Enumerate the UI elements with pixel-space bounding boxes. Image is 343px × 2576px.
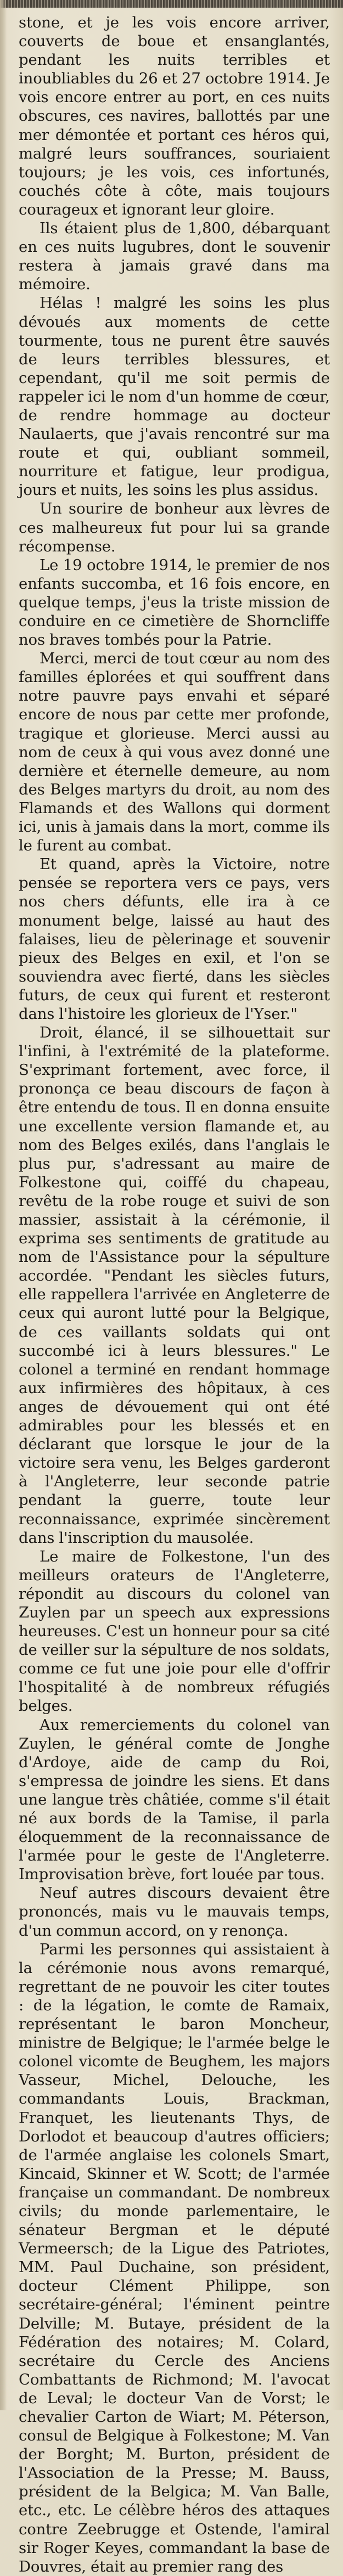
article-paragraph-7: Et quand, après la Victoire, notre pensée se reportera vers ce pays, vers nos chers défunts, elle ira à ce monument belge, laissé au haut des falaises, lieu de pèlerinage et souvenir pieux des Belges en exil, et l'on se souviendra avec fierté, dans les siècles futurs, de ceux qui furent et resteront dans l'histoire les glorieux de l'Yser." (19, 855, 330, 1023)
article-paragraph-5: Le 19 octobre 1914, le premier de nos enfants succomba, et 16 fois encore, en quelque temps, j'eus la triste mission de conduire en ce cimetière de Shorncliffe nos braves tombés pour la Patrie. (19, 556, 330, 649)
article-column (19, 13, 330, 2576)
article-paragraph-4: Un sourire de bonheur aux lèvres de ces malheureux fut pour lui sa grande récompense. (19, 500, 330, 555)
torn-masthead-strip (0, 0, 343, 8)
article-paragraph-6: Merci, merci de tout cœur au nom des familles éplorées et qui souffrent dans notre pauvre pays envahi et séparé encore de nous par cette mer profonde, tragique et glorieuse. Merci aussi au nom de ceux à qui vous avez donné une dernière et éternelle demeure, au nom des Belges martyrs du droit, au nom des Flamands et des Wallons qui dorment ici, unis à jamais dans la mort, comme ils le furent au combat. (19, 650, 330, 855)
article-paragraph-9: Le maire de Folkestone, l'un des meilleurs orateurs de l'Angleterre, répondit au discours du colonel van Zuylen par un speech aux expressions heureuses. C'est un honneur pour sa cité de veiller sur la sépulture de nos soldats, comme ce fut une joie pour elle d'offrir l'hospitalité à de nombreux réfugiés belges. (19, 1547, 330, 1715)
article-paragraph-1: stone, et je les vois encore arriver, couverts de boue et ensanglantés, pendant les nuits terribles et inoubliables du 26 et 27 octobre 1914. Je vois encore entrer au port, en ces nuits obscures, ces navires, ballottés par une mer démontée et portant ces héros qui, malgré leurs souffrances, souriaient toujours; je les vois, ces infortunés, couchés côte à côte, mais toujours courageux et ignorant leur gloire. (19, 14, 330, 218)
article-paragraph-10: Aux remerciements du colonel van Zuylen, le général comte de Jonghe d'Ardoye, aide de camp du Roi, s'empressa de joindre les siens. Et dans une langue très châtiée, comme s'il était né aux bords de la Tamise, il parla éloquemment de la reconnaissance de l'armée pour le geste de l'Angleterre. Improvisation brève, fort louée par tous. (19, 1716, 330, 1884)
page-fold-shadow (0, 0, 7, 2410)
article-paragraph-11: Neuf autres discours devaient être prononcés, mais vu le mauvais temps, d'un commun accord, on y renonça. (19, 1884, 330, 1940)
article-paragraph-8: Droit, élancé, il se silhouettait sur l'infini, à l'extrémité de la plateforme. S'exprimant fortement, avec force, il prononça ce beau discours de façon à être entendu de tous. Il en donna ensuite une excellente version flamande et, au nom des Belges exilés, dans l'anglais le plus pur, s'adressant au maire de Folkestone qui, coiffé du chapeau, revêtu de la robe rouge et suivi de son massier, assistait à la cérémonie, il exprima ses sentiments de gratitude au nom de l'Assistance pour la sépulture accordée. "Pendant les siècles futurs, elle rappellera l'arrivée en Angleterre de ceux qui auront lutté pour la Belgique, de ces vaillants soldats qui ont succombé ici à leurs blessures." Le colonel a terminé en rendant hommage aux infirmières des hôpitaux, à ces anges de dévouement qui ont été admirables pour les blessés et en déclarant que lorsque le jour de la victoire sera venu, les Belges garderont à l'Angleterre, leur seconde patrie pendant la guerre, toute leur reconnaissance, exprimée sincèrement dans l'inscription du mausolée. (19, 1024, 330, 1547)
article-paragraph-3: Hélas ! malgré les soins les plus dévoués aux moments de cette tourmente, tous ne purent être sauvés de leurs terribles blessures, et cependant, qu'il me soit permis de rappeler ici le nom d'un homme de cœur, de rendre hommage au docteur Naulaerts, que j'avais rencontré sur ma route et qui, oubliant sommeil, nourriture et fatigue, leur prodigua, jours et nuits, les soins les plus assidus. (19, 294, 330, 499)
article-paragraph-12: Parmi les personnes qui assistaient à la cérémonie nous avons remarqué, regrettant de ne pouvoir les citer toutes : de la légation, le comte de Ramaix, représentant le baron Moncheur, ministre de Belgique; le l'armée belge le colonel vicomte de Beughem, les majors Vasseur, Michel, Delouche, les commandants Louis, Brackman, Franquet, les lieutenants Thys, de Dorlodot et beaucoup d'autres officiers; de l'armée anglaise les colonels Smart, Kincaid, Skinner et W. Scott; de l'armée française un commandant. De nombreux civils; du monde parlementaire, le sénateur Bergman et le député Vermeersch; de la Ligue des Patriotes, MM. Paul Duchaine, son président, docteur Clément Philippe, son secrétaire-général; l'éminent peintre Delville; M. Butaye, président de la Fédération des notaires; M. Colard, secrétaire du Cercle des Anciens Combattants de Richmond; M. l'avocat de Leval; le docteur Van de Vorst; le chevalier Carton de Wiart; M. Péterson, consul de Belgique à Folkestone; M. Van der Borght; M. Burton, président de l'Association de la Presse; M. Bauss, président de la Belgica; M. Van Balle, etc., etc. Le célèbre héros des attaques contre Zeebrugge et Ostende, l'amiral sir Roger Keyes, commandant la base de Douvres, était au premier rang des (19, 1940, 330, 2575)
article-paragraph-2: Ils étaient plus de 1,800, débarquant en ces nuits lugubres, dont le souvenir restera à jamais gravé dans ma mémoire. (19, 219, 330, 294)
